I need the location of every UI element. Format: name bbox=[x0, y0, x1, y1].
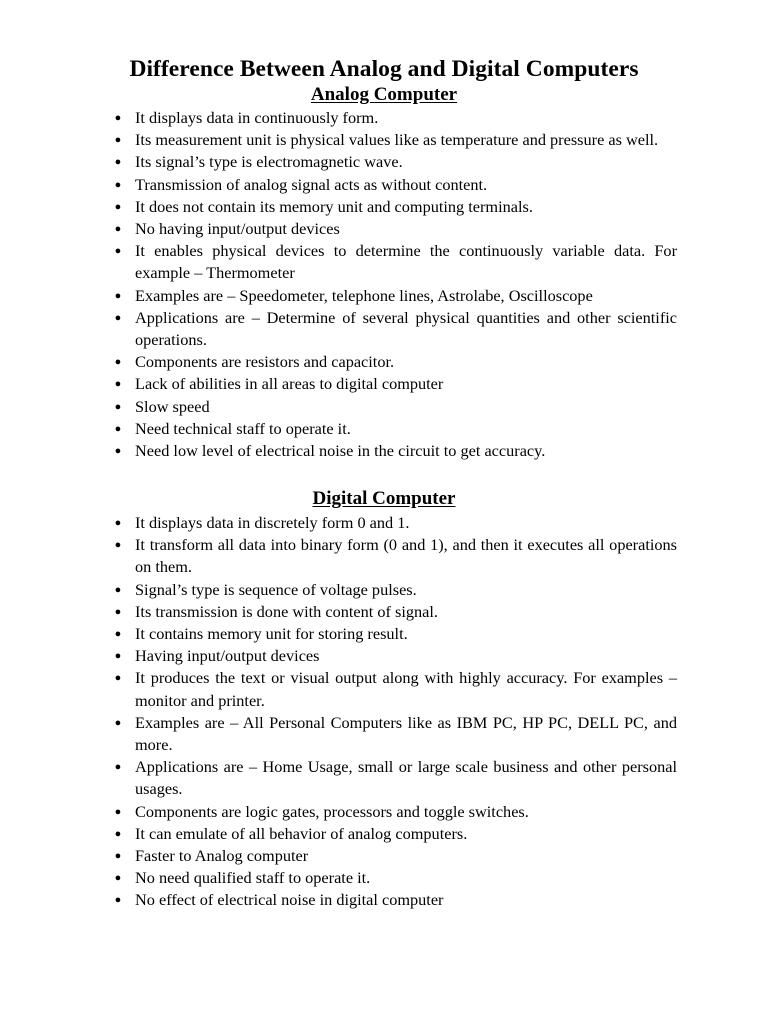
list-item bbox=[0, 889, 768, 911]
list-item bbox=[0, 801, 768, 823]
list-item bbox=[0, 512, 768, 534]
bullet-icon: ● bbox=[114, 672, 122, 685]
list-item-text: Its measurement unit is physical values like as temperature and pressure as well. bbox=[135, 130, 659, 150]
list-item-text: It contains memory unit for storing result. bbox=[135, 624, 408, 644]
bullet-icon: ● bbox=[114, 605, 122, 618]
bullet-icon: ● bbox=[114, 517, 122, 529]
list-item-text: Examples are – All Personal Computers like as IBM PC, HP PC, DELL PC, and more. bbox=[135, 712, 677, 755]
list-item-text: Examples are – Speedometer, telephone lines, Astrolabe, Oscilloscope bbox=[135, 285, 593, 305]
list-item bbox=[0, 396, 768, 418]
list-item bbox=[0, 845, 768, 867]
list-item bbox=[0, 196, 768, 218]
list-item bbox=[0, 129, 768, 151]
list-item bbox=[0, 174, 768, 196]
bullet-icon: ● bbox=[114, 245, 122, 258]
list-item bbox=[0, 151, 768, 173]
bullet-icon: ● bbox=[114, 850, 122, 863]
list-item bbox=[0, 373, 768, 395]
bullet-icon: ● bbox=[114, 378, 122, 391]
bullet-icon: ● bbox=[114, 178, 122, 191]
list-item-text: It can emulate of all behavior of analog computers. bbox=[135, 823, 468, 843]
list-item-text: It transform all data into binary form (0 and 1), and then it executes all operations on them. bbox=[135, 535, 677, 577]
list-item-text: It displays data in continuously form. bbox=[135, 108, 379, 127]
list-item-text: Applications are – Home Usage, small or large scale business and other personal usages. bbox=[135, 757, 677, 799]
list-item bbox=[0, 867, 768, 889]
list-item bbox=[0, 285, 768, 307]
analog-section-heading: Analog Computer bbox=[310, 84, 458, 105]
list-item-text: Its signal’s type is electromagnetic wave. bbox=[135, 152, 403, 172]
list-item-text: Slow speed bbox=[135, 396, 210, 416]
list-item-text: It produces the text or visual output along with highly accuracy. For examples – monitor and printer. bbox=[135, 668, 677, 710]
list-item-text: Signal’s type is sequence of voltage pulses. bbox=[135, 579, 417, 599]
list-item bbox=[0, 307, 768, 351]
list-item-text: Lack of abilities in all areas to digital computer bbox=[135, 374, 444, 394]
list-item-text: Components are resistors and capacitor. bbox=[135, 352, 395, 372]
list-item bbox=[0, 667, 768, 711]
list-item-text: No effect of electrical noise in digital computer bbox=[135, 890, 444, 910]
bullet-icon: ● bbox=[114, 356, 122, 369]
list-item bbox=[0, 418, 768, 440]
bullet-icon: ● bbox=[114, 650, 122, 663]
bullet-icon: ● bbox=[114, 583, 122, 596]
list-item-text: Need low level of electrical noise in the circuit to get accuracy. bbox=[135, 441, 546, 461]
list-item-text: Its transmission is done with content of signal. bbox=[135, 601, 438, 621]
bullet-icon: ● bbox=[114, 805, 122, 818]
list-item-text: No having input/output devices bbox=[135, 219, 340, 239]
bullet-icon: ● bbox=[114, 156, 122, 169]
list-item-text: It displays data in discretely form 0 and 1. bbox=[135, 513, 410, 532]
analog-bullet-list bbox=[0, 107, 768, 462]
list-item bbox=[0, 645, 768, 667]
list-item-text: It does not contain its memory unit and computing terminals. bbox=[135, 196, 533, 216]
bullet-icon: ● bbox=[114, 200, 122, 213]
digital-section-heading: Digital Computer bbox=[312, 488, 456, 509]
list-item bbox=[0, 579, 768, 601]
bullet-icon: ● bbox=[114, 539, 122, 552]
list-item bbox=[0, 107, 768, 129]
bullet-icon: ● bbox=[114, 422, 122, 435]
bullet-icon: ● bbox=[114, 445, 122, 458]
bullet-icon: ● bbox=[114, 827, 122, 840]
list-item-text: Components are logic gates, processors and toggle switches. bbox=[135, 801, 529, 821]
list-item-text: No need qualified staff to operate it. bbox=[135, 868, 371, 888]
list-item-text: Need technical staff to operate it. bbox=[135, 418, 351, 438]
list-item bbox=[0, 712, 768, 756]
list-item bbox=[0, 601, 768, 623]
list-item bbox=[0, 351, 768, 373]
bullet-icon: ● bbox=[114, 289, 122, 302]
bullet-icon: ● bbox=[114, 223, 122, 236]
list-item bbox=[0, 823, 768, 845]
list-item-text: Transmission of analog signal acts as without content. bbox=[135, 174, 488, 194]
digital-bullet-list bbox=[0, 512, 768, 912]
bullet-icon: ● bbox=[114, 400, 122, 413]
bullet-icon: ● bbox=[114, 628, 122, 641]
bullet-icon: ● bbox=[114, 134, 122, 147]
document-title: Difference Between Analog and Digital Computers bbox=[129, 56, 639, 82]
list-item bbox=[0, 240, 768, 284]
bullet-icon: ● bbox=[114, 894, 122, 907]
list-item-text: Applications are – Determine of several physical quantities and other scientific operations. bbox=[135, 307, 677, 350]
bullet-icon: ● bbox=[114, 872, 122, 885]
list-item bbox=[0, 440, 768, 462]
list-item-text: It enables physical devices to determine the continuously variable data. For example – Thermometer bbox=[135, 241, 677, 283]
list-item-text: Faster to Analog computer bbox=[135, 846, 309, 866]
bullet-icon: ● bbox=[114, 311, 122, 324]
list-item bbox=[0, 534, 768, 578]
list-item bbox=[0, 623, 768, 645]
bullet-icon: ● bbox=[114, 761, 122, 774]
list-item bbox=[0, 756, 768, 800]
list-item-text: Having input/output devices bbox=[135, 646, 320, 666]
bullet-icon: ● bbox=[114, 716, 122, 729]
list-item bbox=[0, 218, 768, 240]
bullet-icon: ● bbox=[114, 112, 122, 124]
